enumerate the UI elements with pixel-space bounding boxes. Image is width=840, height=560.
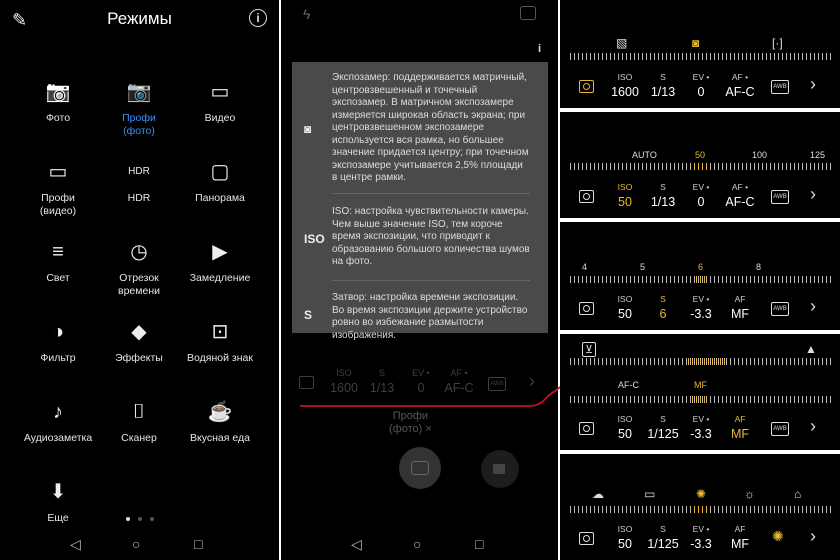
- chevron-right-icon[interactable]: ›: [810, 184, 816, 204]
- page-indicator: [122, 508, 158, 526]
- iso-scale-label: 50: [695, 150, 706, 160]
- awb-icon[interactable]: AWB: [771, 422, 789, 436]
- mode-item[interactable]: [94, 238, 184, 298]
- light-icon: ≡: [52, 241, 64, 263]
- iso-icon: ISO: [304, 232, 325, 246]
- switch-camera-icon[interactable]: [520, 6, 536, 20]
- mode-item[interactable]: [13, 158, 103, 218]
- mode-label: Водяной знак: [187, 352, 253, 364]
- edit-icon[interactable]: ✎: [12, 10, 28, 30]
- incandescent-icon[interactable]: ✺: [696, 487, 707, 501]
- back-icon[interactable]: ◁: [70, 536, 81, 552]
- mode-item[interactable]: [13, 78, 103, 125]
- mode-label: Эффекты: [115, 352, 163, 364]
- chevron-right-icon[interactable]: ›: [810, 74, 816, 94]
- spot-metering-icon[interactable]: [·]: [772, 36, 783, 50]
- focus-marker: [688, 358, 728, 365]
- param-ev[interactable]: EV • -3.3: [690, 414, 712, 441]
- mode-label: Видео: [204, 112, 236, 124]
- effects-icon: ◆: [131, 321, 147, 343]
- params-row: [560, 72, 840, 106]
- mode-label: Фото: [45, 112, 71, 124]
- panorama-icon: ▢: [210, 161, 230, 183]
- iso-scale-label: AUTO: [632, 150, 657, 160]
- help-item-iso: [292, 206, 548, 276]
- chevron-right-icon[interactable]: ›: [810, 296, 816, 316]
- mode-item[interactable]: [13, 398, 103, 445]
- focus-mode-marker: [692, 396, 706, 403]
- awb-icon[interactable]: AWB: [771, 302, 789, 316]
- param-shutter[interactable]: S 1/13: [650, 182, 676, 209]
- incandescent-icon[interactable]: ✺: [772, 528, 784, 544]
- mode-label: Фильтр: [40, 352, 76, 364]
- awb-icon[interactable]: AWB: [771, 190, 789, 204]
- food-icon: ☕: [207, 401, 233, 423]
- pro-help-screen: [281, 0, 558, 560]
- mode-label: HDR: [127, 192, 151, 204]
- param-af[interactable]: AF MF: [730, 294, 750, 321]
- param-af[interactable]: AF • AF-C: [725, 72, 755, 99]
- param-shutter[interactable]: S 6: [659, 294, 667, 321]
- timelapse-icon: ◷: [130, 241, 148, 263]
- chevron-right-icon[interactable]: ›: [810, 416, 816, 436]
- metering-icon: ◙: [304, 122, 312, 136]
- help-item-metering: [292, 72, 548, 192]
- param-ev[interactable]: EV • -3.3: [690, 294, 712, 321]
- params-row: [560, 524, 840, 558]
- video-icon: [493, 464, 505, 474]
- params-row: [560, 294, 840, 328]
- chevron-right-icon[interactable]: ›: [810, 526, 816, 546]
- param-shutter[interactable]: S 1/13: [369, 368, 395, 395]
- modes-screen: [0, 0, 279, 560]
- focus-near-icon[interactable]: ⊻: [582, 342, 596, 357]
- download-icon: ⬇: [49, 481, 67, 503]
- param-shutter[interactable]: S 1/125: [647, 414, 679, 441]
- mode-item[interactable]: [94, 78, 184, 138]
- custom-wb-icon[interactable]: ⌂: [794, 487, 802, 501]
- back-icon[interactable]: ◁: [351, 536, 362, 552]
- mode-label: Вкусная еда: [190, 432, 250, 444]
- wb-marker: [694, 506, 710, 513]
- divider: [332, 193, 530, 194]
- shutter-scale-label: 8: [756, 262, 762, 272]
- video-icon: ▭: [210, 81, 230, 103]
- params-row: [560, 414, 840, 448]
- awb-icon[interactable]: AWB: [488, 377, 506, 391]
- iso-strip: [560, 112, 840, 218]
- help-text: ISO: настройка чувствительности камеры. Чем выше значение ISO, тем короче время экспозиции, что приводит к образованию большого количества шумов на фото.: [332, 206, 530, 267]
- param-af[interactable]: AF MF: [730, 414, 750, 441]
- iso-scale-label: 100: [752, 150, 768, 160]
- params-row: [560, 182, 840, 216]
- iso-scale-label: 125: [810, 150, 826, 160]
- white-balance-strip: [560, 454, 840, 560]
- info-icon[interactable]: i: [537, 43, 541, 55]
- mode-label: Свет: [46, 272, 70, 284]
- focus-strip: [560, 334, 840, 450]
- mode-item[interactable]: [13, 318, 103, 365]
- recents-icon[interactable]: □: [475, 536, 484, 552]
- param-shutter[interactable]: S 1/125: [647, 524, 679, 551]
- sunny-icon[interactable]: ☼: [744, 487, 755, 501]
- pro-video-icon: ▭: [48, 161, 68, 183]
- mode-label: Замедление: [189, 272, 251, 284]
- param-iso[interactable]: ISO 50: [617, 414, 633, 441]
- hdr-icon: HDR: [128, 166, 150, 177]
- param-af[interactable]: AF • AF-C: [444, 368, 474, 395]
- awb-icon[interactable]: AWB: [771, 80, 789, 94]
- shutter-scale-label: 4: [582, 262, 588, 272]
- focus-far-icon[interactable]: ▲: [805, 342, 817, 356]
- modes-header: [0, 0, 279, 40]
- help-text: Экспозамер: поддерживается матричный, центровзвешенный и точечный экспозамер. В матричном экспозамере измеряется широкая область экрана; при центровзвешенном экспозамере используется вся рамка, но большее значение придается центру; при точечном экспозамере учитывается 2,5% площади в центре рамки.: [332, 72, 529, 183]
- param-af[interactable]: AF • AF-C: [725, 182, 755, 209]
- mode-item[interactable]: [94, 158, 184, 205]
- shutter-slider-marker: [696, 276, 708, 283]
- param-iso[interactable]: ISO 1600: [611, 72, 639, 99]
- shutter-icon: S: [304, 308, 313, 322]
- shutter-button[interactable]: [399, 447, 441, 489]
- pro-camera-icon: 📷: [126, 81, 152, 103]
- param-af[interactable]: AF MF: [730, 524, 750, 551]
- page-title: Режимы: [107, 9, 172, 28]
- camera-icon: 📷: [45, 81, 71, 103]
- red-arrow: [300, 340, 580, 415]
- filter-icon: ◑: [51, 321, 65, 343]
- home-icon[interactable]: ○: [413, 536, 422, 552]
- mode-item[interactable]: [13, 478, 103, 525]
- focus-mode-afc[interactable]: AF-C: [618, 380, 639, 390]
- divider: [332, 280, 530, 281]
- mode-item[interactable]: [175, 318, 265, 365]
- mode-label: Отрезок времени: [118, 272, 160, 297]
- param-iso[interactable]: ISO 50: [617, 294, 633, 321]
- param-shutter[interactable]: S 1/13: [650, 72, 676, 99]
- recents-icon[interactable]: □: [194, 536, 203, 552]
- help-text: Затвор: настройка времени экспозиции. Во время экспозиции держите устройство ровно во избежание размытости изображения.: [332, 292, 528, 341]
- pro-settings-strips: [560, 0, 840, 560]
- iso-slider-marker: [694, 163, 708, 170]
- close-icon[interactable]: ×: [425, 423, 432, 435]
- video-record-button[interactable]: [481, 450, 519, 488]
- shutter-scale-label: 6: [698, 262, 704, 272]
- fluorescent-icon[interactable]: ▭: [644, 487, 656, 501]
- mode-item[interactable]: [13, 238, 103, 285]
- param-ev[interactable]: EV • 0: [692, 182, 710, 209]
- mode-label: Профи (видео): [39, 192, 77, 217]
- nav-bar: [0, 528, 279, 560]
- mode-item[interactable]: [175, 158, 265, 205]
- metering-slider[interactable]: [570, 53, 832, 60]
- mode-item[interactable]: [94, 318, 184, 365]
- cloudy-icon[interactable]: ☁: [592, 487, 604, 501]
- param-ev[interactable]: EV • -3.3: [690, 524, 712, 551]
- chevron-right-icon[interactable]: ›: [529, 371, 535, 391]
- mode-item[interactable]: [175, 398, 265, 445]
- camera-icon: [411, 461, 429, 475]
- metering-strip: [560, 0, 840, 108]
- flash-icon[interactable]: ϟ: [303, 6, 311, 22]
- scanner-icon: ⌷: [133, 401, 145, 423]
- matrix-metering-icon[interactable]: ▧: [616, 36, 628, 50]
- info-icon[interactable]: i: [249, 9, 267, 27]
- mode-label: Еще: [47, 512, 69, 524]
- mode-item[interactable]: [175, 238, 265, 285]
- watermark-icon: ⊡: [211, 321, 229, 343]
- help-overlay: [292, 62, 548, 341]
- focus-mode-mf[interactable]: MF: [694, 380, 707, 390]
- mode-label: Профи (фото) ×: [389, 410, 432, 435]
- shutter-strip: [560, 222, 840, 330]
- param-ev[interactable]: EV • 0: [692, 72, 710, 99]
- param-iso[interactable]: ISO 50: [617, 524, 633, 551]
- nav-bar: [281, 528, 558, 560]
- slowmo-icon: ▶: [212, 241, 228, 263]
- mode-item[interactable]: [94, 398, 184, 445]
- shutter-scale-label: 5: [640, 262, 646, 272]
- mode-label: Сканер: [121, 432, 157, 444]
- home-icon[interactable]: ○: [132, 536, 141, 552]
- mode-label: Аудиозаметка: [23, 432, 93, 444]
- audio-note-icon: ♪: [53, 401, 63, 423]
- help-item-shutter: [292, 292, 548, 341]
- center-metering-icon[interactable]: ◙: [692, 36, 700, 50]
- mode-label: Панорама: [195, 192, 245, 204]
- param-iso[interactable]: ISO 50: [617, 182, 633, 209]
- param-ev[interactable]: EV • 0: [412, 368, 430, 395]
- param-iso[interactable]: ISO 1600: [330, 368, 358, 395]
- mode-label: Профи (фото): [122, 112, 156, 137]
- mode-item[interactable]: [175, 78, 265, 125]
